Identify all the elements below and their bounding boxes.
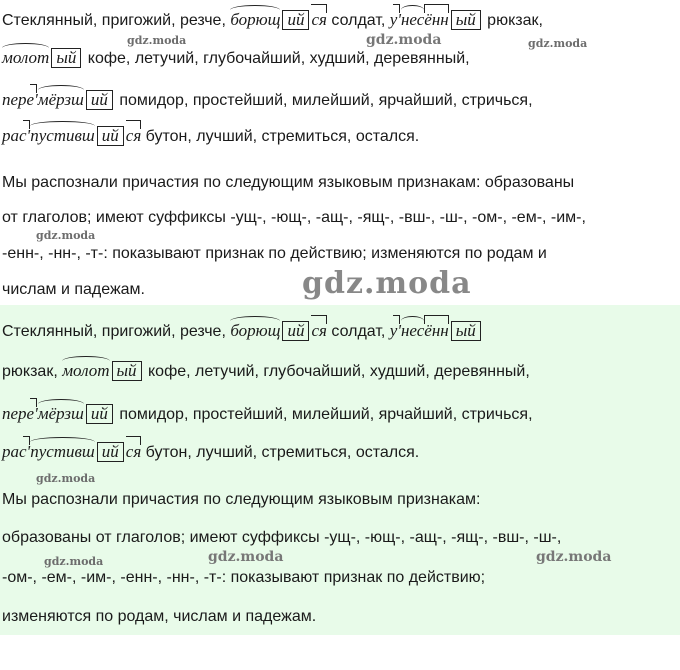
prefix-mark: у — [389, 321, 398, 340]
postfix-mark: ся — [125, 442, 142, 461]
text-segment: бутон, лучший, стремиться, остался. — [141, 444, 420, 461]
ending-box: ый — [51, 48, 81, 68]
prefix-mark: рас — [2, 126, 27, 145]
ending-box: ий — [97, 442, 124, 462]
root-mark: молот — [62, 361, 110, 380]
top-para-line: числам и падежам. — [2, 281, 145, 298]
root-mark: мёрзш — [37, 90, 84, 109]
text-segment: Стеклянный, пригожий, резче, — [2, 323, 231, 340]
top-para-line: Мы распознали причастия по следующим языковым признакам: образованы — [2, 174, 575, 191]
text-segment: помидор, простейший, милейший, ярчайший, стричься, — [114, 92, 533, 109]
watermark: gdz.moda — [366, 32, 442, 48]
ending-box: ий — [282, 321, 309, 341]
watermark: gdz.moda — [208, 549, 284, 565]
word-raspustivshiysya: рас'пустивш ий ся — [2, 126, 142, 145]
top-para-line: от глаголов; имеют суффиксы -ущ-, -ющ-, -ащ-, -ящ-, -вш-, -ш-, -ом-, -ем-, -им-, — [2, 209, 586, 226]
watermark: gdz.moda — [528, 37, 588, 50]
word-molotyy — [2, 48, 83, 68]
word-unesyonnyy: у'несённ ый — [390, 321, 483, 341]
watermark: gdz.moda — [36, 229, 96, 242]
root-mark: нес — [400, 10, 425, 29]
postfix-mark: ся — [311, 10, 327, 29]
word-boryushchiysya — [230, 10, 327, 30]
bottom-line-4 — [2, 442, 419, 463]
text-segment: помидор, простейший, милейший, ярчайший, стричься, — [114, 406, 533, 423]
ending-box: ый — [112, 361, 142, 381]
bottom-para-line: -ом-, -ем-, -им-, -енн-, -нн-, -т-: показывают признак по действию; — [2, 569, 486, 586]
word-unesyonnyy: у'несённ ый — [390, 10, 483, 30]
text-segment: кофе, летучий, глубочайший, худший, деревянный, — [83, 50, 470, 67]
bottom-line-2 — [2, 361, 530, 382]
watermark: gdz.moda — [44, 555, 104, 568]
suffix-mark: ённ — [424, 321, 449, 340]
ending-box: ий — [86, 404, 113, 424]
top-line-1 — [2, 10, 543, 31]
ending-box: ий — [97, 126, 124, 146]
bottom-line-3 — [2, 404, 533, 425]
bottom-para-line: изменяются по родам, числам и падежам. — [2, 608, 317, 625]
text-segment: Стеклянный, пригожий, резче, — [2, 12, 231, 29]
postfix-mark: ся — [125, 126, 142, 145]
root-mark: молот — [2, 48, 50, 67]
text-segment: солдат, — [326, 12, 390, 29]
word-boryushchiysya — [230, 321, 327, 341]
top-para-line: -енн-, -нн-, -т-: показывают признак по действию; изменяются по родам и — [2, 245, 547, 262]
bottom-answer-block — [0, 305, 680, 635]
top-line-2 — [2, 48, 470, 69]
root-mark: мёрзш — [37, 404, 84, 423]
ending-box: ий — [86, 90, 113, 110]
root-mark: пустивш — [30, 126, 95, 145]
top-line-4 — [2, 126, 419, 147]
top-line-3 — [2, 90, 533, 111]
ending-box: ый — [451, 10, 481, 30]
text-segment: солдат, — [326, 323, 390, 340]
word-peremyorzshiy: пере'мёрзш ий — [2, 404, 115, 424]
prefix-mark: рас — [2, 442, 27, 461]
watermark-large: gdz.moda — [302, 266, 472, 301]
root-mark: пустивш — [30, 442, 95, 461]
word-raspustivshiysya: рас'пустивш ий ся — [2, 442, 142, 461]
root-mark: борющ — [230, 10, 281, 29]
text-segment: рюкзак, — [482, 12, 543, 29]
text-segment: бутон, лучший, стремиться, остался. — [141, 128, 420, 145]
prefix-mark: пере — [2, 90, 35, 109]
watermark: gdz.moda — [536, 549, 612, 565]
root-mark: борющ — [230, 321, 281, 340]
word-molotyy — [62, 361, 143, 381]
ending-box: ый — [451, 321, 481, 341]
prefix-mark: пере — [2, 404, 35, 423]
word-peremyorzshiy: пере'мёрзш ий — [2, 90, 115, 110]
watermark: gdz.moda — [127, 34, 187, 47]
suffix-mark: ённ — [424, 10, 449, 29]
bottom-line-1 — [2, 321, 483, 342]
postfix-mark: ся — [311, 321, 327, 340]
bottom-para-line: образованы от глаголов; имеют суффиксы -ущ-, -ющ-, -ащ-, -ящ-, -вш-, -ш-, — [2, 529, 562, 546]
bottom-para-line: Мы распознали причастия по следующим языковым признакам: — [2, 491, 481, 508]
top-answer-block — [0, 0, 680, 305]
text-segment: рюкзак, — [2, 363, 63, 380]
root-mark: нес — [400, 321, 425, 340]
prefix-mark: у — [389, 10, 398, 29]
ending-box: ий — [282, 10, 309, 30]
watermark: gdz.moda — [36, 472, 96, 485]
text-segment: кофе, летучий, глубочайший, худший, деревянный, — [143, 363, 530, 380]
